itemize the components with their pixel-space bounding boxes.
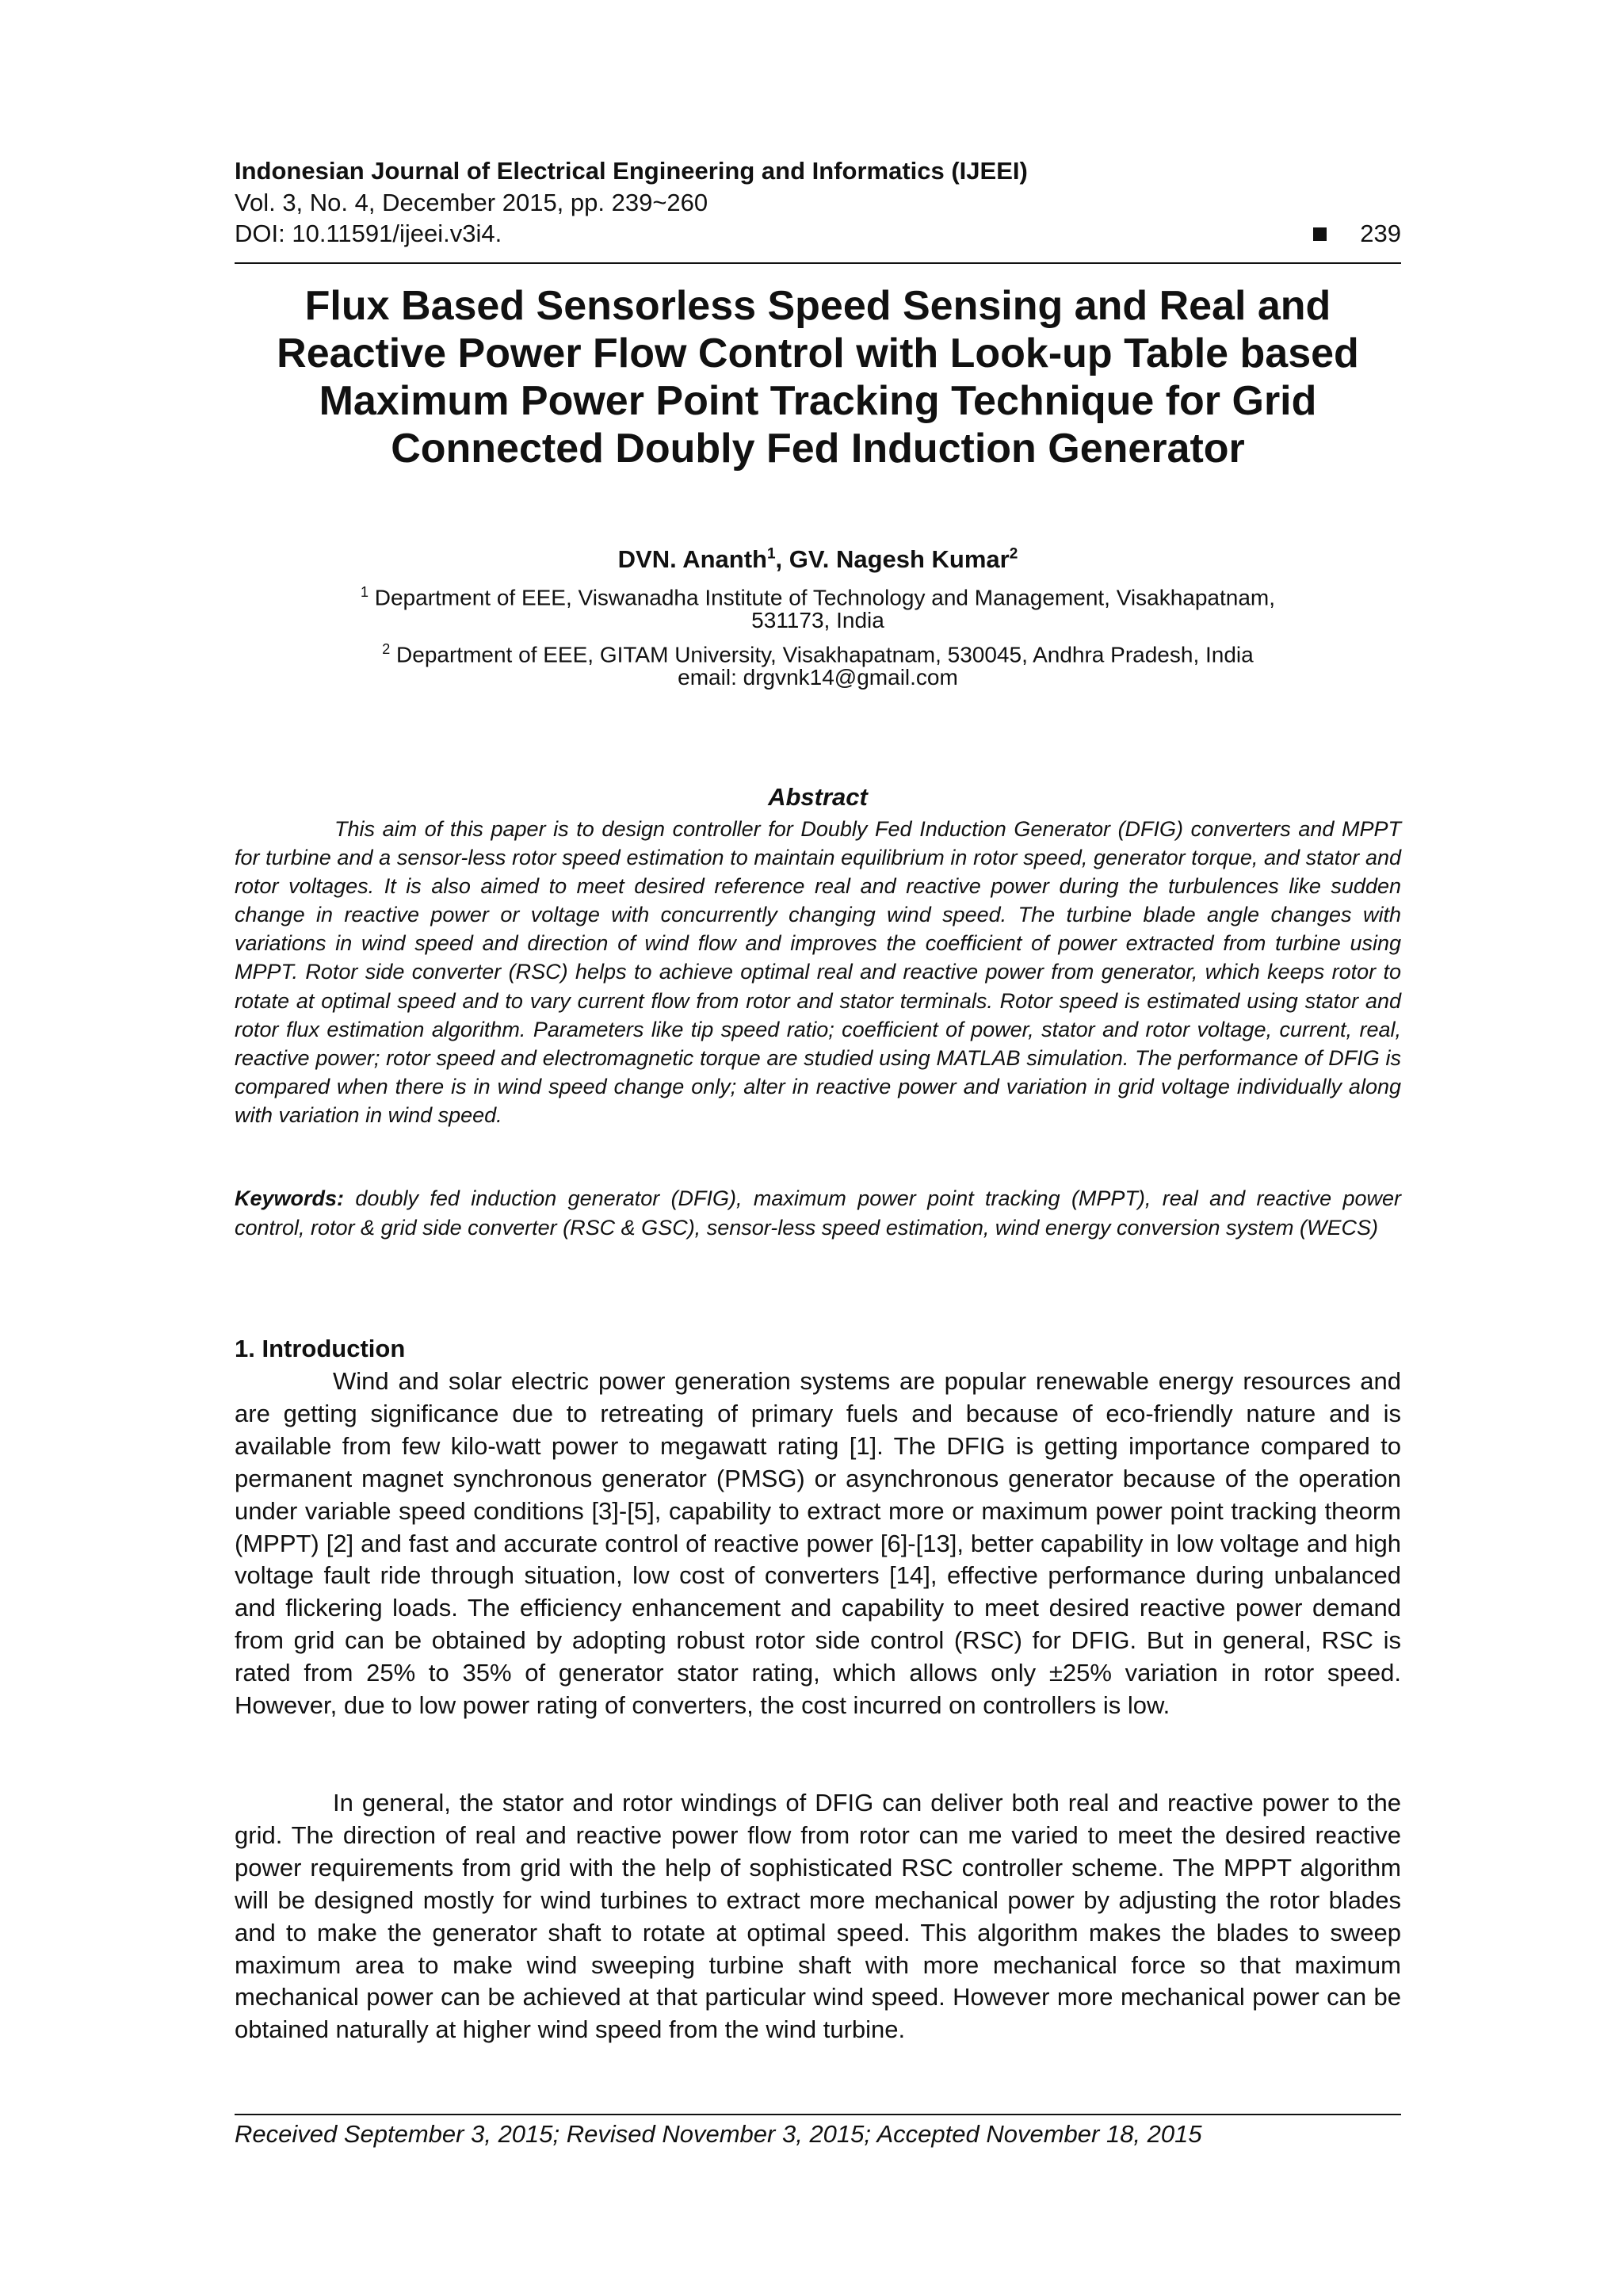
page-number — [1313, 220, 1401, 248]
intro-paragraph-1: Wind and solar electric power generation systems are popular renewable energy resources and are getting significance due to retreating of primary fuels and because of eco-friendly nature and is available from few kilo-watt power to megawatt rating [1]. The DFIG is getting importance compared to permanent magnet synchronous generator (PMSG) or asynchronous generator because of the operation under variable speed conditions [3]-[5], capability to extract more or maximum power point tracking theorm (MPPT) [2] and fast and accurate control of reactive power [6]-[13], better capability in low voltage and high voltage fault ride through situation, low cost of converters [14], effective performance during unbalanced and flickering loads. The efficiency enhancement and capability to meet desired reactive power demand from grid can be obtained by adopting robust rotor side control (RSC) for DFIG. But in general, RSC is rated from 25% to 35% of generator stator rating, which allows only ±25% variation in rotor speed. However, due to low power rating of converters, the cost incurred on controllers is low. — [235, 1367, 1401, 1720]
square-bullet-icon — [1313, 227, 1327, 241]
author-affiliation-marker: 2 — [1009, 545, 1018, 563]
author-email: email: drgvnk14@gmail.com — [678, 665, 958, 690]
keywords-label: Keywords: — [235, 1186, 345, 1210]
affiliation-text: Department of EEE, Viswanadha Institute of Technology and Management, Visakhapatnam, — [374, 585, 1276, 610]
header-rule — [235, 262, 1401, 264]
intro-paragraph-2: In general, the stator and rotor windings of DFIG can deliver both real and reactive power to the grid. The direction of real and reactive power flow from rotor can me varied to meet the desired reactive power requirements from grid with the help of sophisticated RSC controller scheme. The MPPT algorithm will be designed mostly for wind turbines to extract more mechanical power by adjusting the rotor blades and to make the generator shaft to rotate at optimal speed. This algorithm makes the blades to sweep maximum area to make wind sweeping turbine shaft with more mechanical force so that maximum mechanical power can be achieved at that particular wind speed. However more mechanical power can be obtained naturally at higher wind speed from the wind turbine. — [235, 1789, 1401, 2044]
paper-title: Flux Based Sensorless Speed Sensing and Real and Reactive Power Flow Control with Look-up Table based Maximum Power Point Tracking Technique for Grid Connected Doubly Fed Induction Generator — [277, 283, 1359, 472]
page-number-text: 239 — [1360, 220, 1401, 247]
affiliation-marker: 1 — [360, 584, 369, 600]
keywords-text: doubly fed induction generator (DFIG), maximum power point tracking (MPPT), real and reactive power control, rotor & grid side converter (RSC & GSC), sensor-less speed estimation, wind energy conversion system (WECS) — [235, 1186, 1401, 1240]
received-dates: Received September 3, 2015; Revised November 3, 2015; Accepted November 18, 2015 — [235, 2120, 1202, 2148]
author-name: DVN. Ananth — [617, 545, 767, 573]
abstract-body: This aim of this paper is to design controller for Doubly Fed Induction Generator (DFIG) converters and MPPT for turbine and a sensor-less rotor speed estimation to maintain equilibrium in rotor speed, generator torque, and stator and rotor voltages. It is also aimed to meet desired reference real and reactive power during the turbulences like sudden change in reactive power or voltage with concurrently changing wind speed. The turbine blade angle changes with variations in wind speed and direction of wind flow and improves the coefficient of power extracted from turbine using MPPT. Rotor side converter (RSC) helps to achieve optimal real and reactive power from generator, which keeps rotor to rotate at optimal speed and to vary current flow from rotor and stator terminals. Rotor speed is estimated using stator and rotor flux estimation algorithm. Parameters like tip speed ratio; coefficient of power, stator and rotor voltage, current, real, reactive power; rotor speed and electromagnetic torque are studied using MATLAB simulation. The performance of DFIG is compared when there is in wind speed change only; alter in reactive power and variation in grid voltage individually along with variation in wind speed. — [235, 817, 1401, 1127]
keywords — [235, 1184, 1401, 1242]
journal-volume: Vol. 3, No. 4, December 2015, pp. 239~260 — [235, 189, 708, 216]
author-name: GV. Nagesh Kumar — [789, 545, 1010, 573]
author-separator: , — [775, 545, 789, 573]
affiliation-marker: 2 — [382, 641, 391, 657]
journal-doi: DOI: 10.11591/ijeei.v3i4. — [235, 220, 502, 247]
abstract-heading: Abstract — [768, 783, 868, 811]
section-heading: 1. Introduction — [235, 1335, 406, 1362]
affiliation-1-continued: 531173, India — [751, 608, 884, 632]
journal-name: Indonesian Journal of Electrical Engineering and Informatics (IJEEI) — [235, 157, 1028, 185]
footer-rule — [235, 2114, 1401, 2115]
author-affiliation-marker: 1 — [766, 545, 776, 563]
affiliation-text: Department of EEE, GITAM University, Visakhapatnam, 530045, Andhra Pradesh, India — [396, 642, 1254, 667]
authors — [235, 545, 1401, 574]
